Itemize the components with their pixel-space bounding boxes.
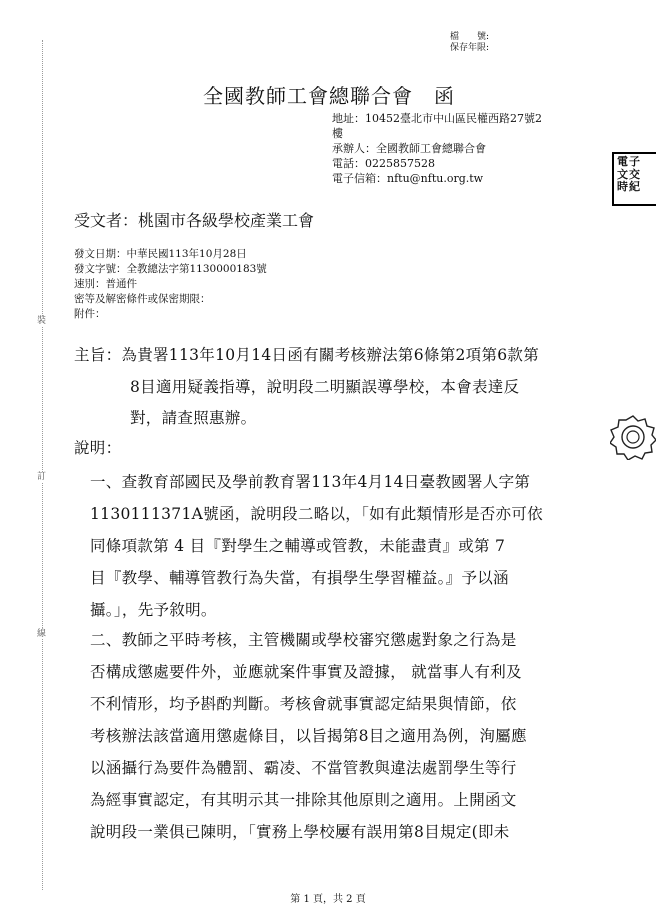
subject-line: 主旨：為貴署113年10月14日函有關考核辦法第6條第2項第6款第 [74,346,540,364]
item1-line: 攝。」，先予敘明。 [90,601,217,619]
binding-line [42,40,43,890]
sender-phone: 電話：0225857528 [332,157,435,170]
item2-line: 說明段一業俱已陳明，「實務上學校屢有誤用第8目規定(即未 [90,823,510,841]
item1-line: 一、查教育部國民及學前教育署113年4月14日臺教國署人字第 [90,473,531,491]
page-number: 第 1 頁，共 2 頁 [290,894,366,905]
item1-line: 目『教學、輔導管教行為失當，有損學生學習權益。』予以涵 [90,569,509,587]
file-number-label: 檔 號: [450,32,490,42]
delivery-type: 速別：普通件 [74,278,137,290]
sender-address-line1: 地址：10452臺北市中山區民權西路27號2 [332,112,542,125]
item2-line: 否構成懲處要件外，並應就案件事實及證據， 就當事人有利及 [90,663,522,681]
sender-address-line2: 樓 [332,127,343,140]
dispatch-date: 發文日期：中華民國113年10月28日 [74,248,247,260]
explanation-label: 說明： [74,439,122,457]
document-title: 全國教師工會總聯合會 函 [203,84,455,108]
attachment: 附件： [74,308,106,320]
binding-mark-ding: 訂 [37,472,47,482]
item1-line: 1130111371A號函，說明段二略以，「如有此類情形是否亦可依 [90,505,543,523]
item1-line: 同條項款第 4 目『對學生之輔導或管教，未能盡責』或第 7 [90,537,506,555]
sender-info [332,111,592,186]
seal-icon [610,414,656,460]
binding-mark-xian: 線 [37,629,47,639]
item2-line: 為經事實認定，有其明示其一排除其他原則之適用。上開函文 [90,791,517,809]
subject-line: 8目適用疑義指導，說明段二明顯誤導學校，本會表達反 [130,378,520,396]
item2-line: 考核辦法該當適用懲處條目，以旨揭第8目之適用為例，洵屬應 [90,727,527,745]
stamp-line: 電子 [617,155,641,168]
electronic-exchange-stamp [612,152,656,206]
security-level: 密等及解密條件或保密期限： [74,293,211,305]
binding-mark-zhuang: 裝 [37,316,47,326]
stamp-line: 文交 [617,167,641,181]
subject-line: 對，請查照惠辦。 [130,409,257,427]
dispatch-number: 發文字號：全教總法字第1130000183號 [74,263,267,275]
sender-email: 電子信箱：nftu@nftu.org.tw [332,172,484,185]
recipient: 受文者：桃園市各級學校產業工會 [74,211,315,230]
stamp-line: 時紀 [617,180,641,193]
item2-line: 不利情形，均予斟酌判斷。考核會就事實認定結果與情節，依 [90,695,517,713]
retention-label: 保存年限: [450,43,490,53]
dispatch-metadata [74,247,267,322]
item2-line: 以涵攝行為要件為體罰、霸凌、不當管教與違法處罰學生等行 [90,759,517,777]
sender-contact: 承辦人：全國教師工會總聯合會 [332,142,486,155]
item2-line: 二、教師之平時考核，主管機關或學校審究懲處對象之行為是 [90,631,517,649]
